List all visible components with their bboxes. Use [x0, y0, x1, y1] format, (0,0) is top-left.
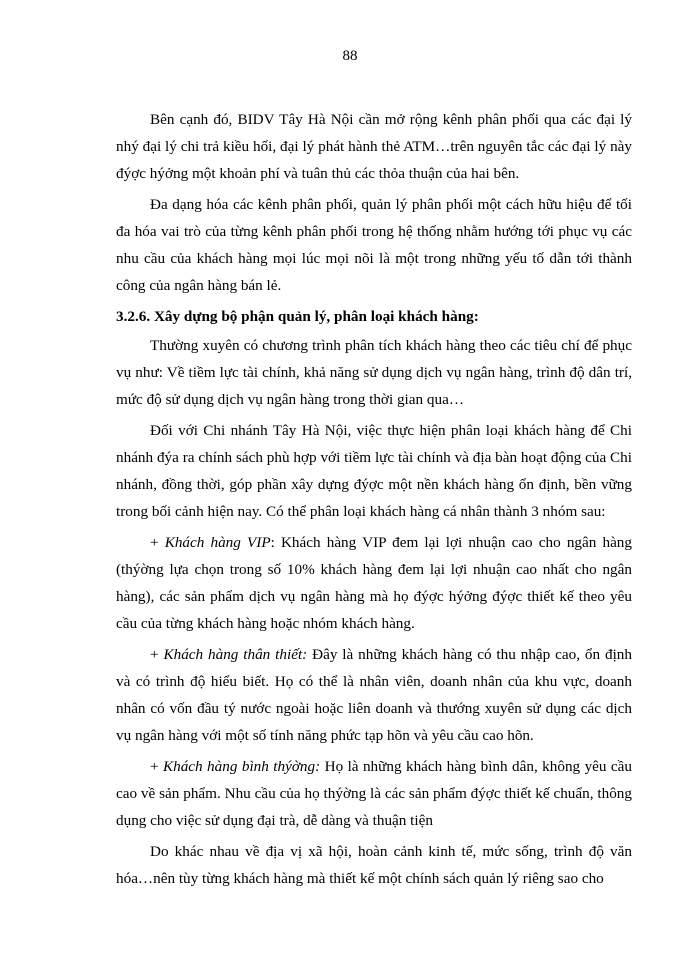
group-regular-text: Họ là những khách hàng bình dân, không yêu cầu cao về sản phẩm. Nhu cầu của họ thýờng là các sản phẩm đýợc thiết kế chuẩn, thông dụng cho việc sử dụng đại trà, dễ dàng và thuận tiện: [116, 758, 632, 829]
paragraph-customer-classification: Đối với Chi nhánh Tây Hà Nội, việc thực hiện phân loại khách hàng để Chi nhánh đýa ra chính sách phù hợp với tiềm lực tài chính và địa bàn hoạt động của Chi nhánh, đồng thời, góp phần xây dựng đýợc một nền khách hàng ổn định, bền vững trong bối cảnh hiện nay. Có thể phân loại khách hàng cá nhân thành 3 nhóm sau:: [116, 422, 632, 520]
group-regular-bullet: +: [150, 758, 163, 775]
group-regular: [116, 753, 632, 834]
group-loyal-bullet: +: [150, 646, 164, 663]
paragraph-closing: Do khác nhau về địa vị xã hội, hoàn cảnh kinh tế, mức sống, trình độ văn hóa…nên tùy từng khách hàng mà thiết kế một chính sách quản lý riêng sao cho: [116, 843, 632, 887]
page-number: 88: [342, 48, 358, 64]
paragraph-customer-analysis: Thường xuyên có chương trình phân tích khách hàng theo các tiêu chí để phục vụ như: Về tiềm lực tài chính, khả năng sử dụng dịch vụ ngân hàng, trình độ dân trí, mức độ sử dụng dịch vụ ngân hàng trong thời gian qua…: [116, 337, 632, 408]
paragraph-channel-diversification: Đa dạng hóa các kênh phân phối, quản lý phân phối một cách hữu hiệu để tối đa hóa vai trò của từng kênh phân phối trong hệ thống nhằm hướng tới phục vụ các nhu cầu của khách hàng mọi lúc mọi nõi là một trong những yếu tố dẫn tới thành công của ngân hàng bán lẻ.: [116, 196, 632, 294]
group-vip-text: : Khách hàng VIP đem lại lợi nhuận cao cho ngân hàng (thýờng lựa chọn trong số 10% khách hàng đem lại lợi nhuận cao nhất cho ngân hàng), các sản phẩm dịch vụ ngân hàng mà họ đýợc hýởng đýợc thiết kế theo yêu cầu của từng khách hàng hoặc nhóm khách hàng.: [116, 534, 632, 632]
group-loyal: [116, 641, 632, 749]
group-loyal-label: Khách hàng thân thiết:: [163, 646, 308, 663]
group-vip-label: Khách hàng VIP: [164, 534, 271, 551]
group-vip: [116, 529, 632, 637]
page-body: [116, 106, 632, 896]
paragraph-distribution-agents: Bên cạnh đó, BIDV Tây Hà Nội cần mở rộng kênh phân phối qua các đại lý nhý đại lý chi trả kiều hối, đại lý phát hành thẻ ATM…trên nguyên tắc các đại lý này đýợc hýởng một khoản phí và tuân thủ các thỏa thuận của hai bên.: [116, 111, 632, 182]
section-heading: 3.2.6. Xây dựng bộ phận quản lý, phân loại khách hàng:: [116, 308, 479, 325]
group-regular-label: Khách hàng bình thýờng:: [162, 758, 321, 775]
group-vip-bullet: +: [150, 534, 165, 551]
group-loyal-text: Đây là những khách hàng có thu nhập cao, ổn định và có trình độ hiểu biết. Họ có thể là nhân viên, doanh nhân của khu vực, doanh nhân có vốn đầu tý nước ngoài hoặc liên doanh và thướng xuyên sử dụng các dịch vụ ngân hàng với một số tính năng phức tạp hõn và yêu cầu cao hõn.: [116, 646, 632, 744]
